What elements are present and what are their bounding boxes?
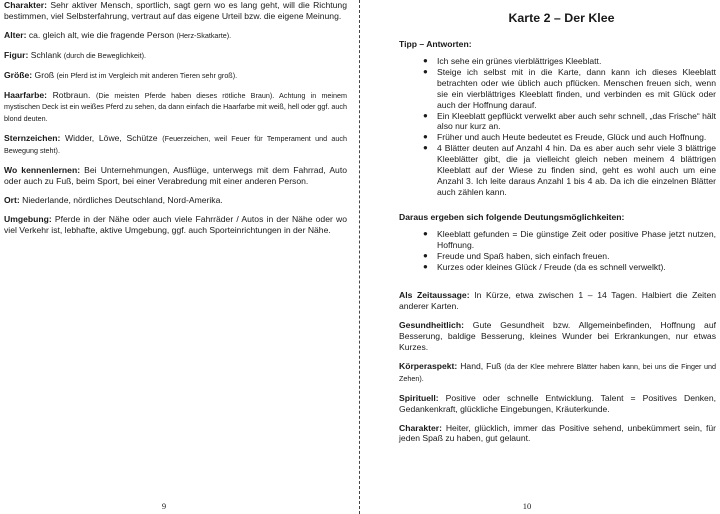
left-page-body [4, 0, 347, 236]
paragraph-label: Haarfarbe: [4, 89, 47, 100]
paragraph-label: Spirituell: [399, 392, 439, 403]
bullet-icon: ● [423, 228, 428, 238]
bullet-icon: ● [423, 66, 428, 76]
list-item [423, 66, 716, 111]
card-title: Karte 2 – Der Klee [508, 11, 615, 25]
list-item [423, 56, 716, 67]
bullet-icon: ● [423, 56, 428, 65]
bullet-icon: ● [423, 143, 428, 153]
list-item-text: Kurzes oder kleines Glück / Freude (da es schnell verwelkt). [437, 261, 666, 272]
paragraph-text: Pferde in der Nähe oder auch viele Fahrräder / Autos in der Nähe oder wo viel Verkehr ist, lebhafte, aktive Umgebung, ggf. auch Sporteinrichtungen in der Nähe. [4, 213, 347, 235]
paragraph-text: Niederlande, nördliches Deutschland, Nord-Amerika. [19, 194, 223, 205]
list-item [423, 110, 716, 133]
paragraph [4, 70, 347, 82]
paragraph-note: (Die meisten Pferde haben dieses rötliche Braun). Achtung in meinem mystischen Deck ist ein weißes Pferd zu sehen, da dann einfach die Haarfarbe mit weiß, hell oder ggf. auch blond deuten. [4, 90, 348, 124]
paragraph-text: Sehr aktiver Mensch, sportlich, sagt gern wo es lang geht, will die Richtung bestimmen, viel Selbsterfahrung, vertraut auf das eigene Urteil bzw. die eigene Meinung. [4, 0, 347, 21]
left-page [0, 0, 357, 514]
tips-heading: Tipp – Antworten: [399, 39, 472, 49]
paragraph [4, 30, 347, 42]
meanings-heading: Daraus ergeben sich folgende Deutungsmöglichkeiten: [399, 211, 625, 222]
paragraph-label: Körperaspekt: [399, 360, 458, 371]
right-page [364, 0, 720, 514]
bullet-icon: ● [423, 261, 428, 271]
paragraph-label: Figur: [4, 49, 29, 60]
paragraph-label: Charakter: [399, 422, 442, 433]
list-item-text: Ich sehe ein grünes vierblättriges Kleeblatt. [437, 56, 602, 66]
paragraph-label: Gesundheitlich: [399, 320, 464, 331]
paragraph-text: ca. gleich alt, wie die fragende Person [26, 29, 177, 40]
list-item [423, 228, 716, 251]
paragraph [4, 90, 347, 126]
list-item [423, 250, 716, 262]
paragraph [399, 393, 716, 415]
bullet-icon: ● [423, 110, 428, 120]
paragraph [4, 214, 347, 236]
right-page-body [399, 290, 716, 444]
list-item-text: Steige ich selbst mit in die Karte, dann kann ich dieses Kleeblatt betrachten oder wie üblich auch pflücken. Menschen freuen sich, wenn sie ein vierblättriges Kleeblatt finden, und verbinden es mit Glück oder auch der Hoffnung darauf. [437, 66, 716, 110]
paragraph [399, 361, 716, 385]
paragraph-text: Widder, Löwe, Schütze [60, 133, 163, 144]
paragraph-text: Positive oder schnelle Entwicklung. Talent = Positives Denken, Gedankenkraft, glückliche Eingebungen, Kräuterkunde. [399, 392, 716, 414]
list-item-text: 4 Blätter deuten auf Anzahl 4 hin. Da es aber auch sehr viele 3 blättrige Kleeblätter gibt, die ja vielleicht gleich neben meinem 4 blättrigen Kleeblatt auf der Wiese zu finden sind, geht es wohl auch um eine Anzahl 3. Ich leite daraus Anzahl 1 bis 4 ab. Da ich die einzelnen Blätter auch zählen kann. [437, 143, 716, 197]
paragraph-text: Rotbraun. [47, 89, 96, 100]
paragraph [4, 133, 347, 157]
paragraph-label: Umgebung: [4, 213, 52, 224]
paragraph [4, 0, 347, 22]
paragraph-text: Schlank [28, 49, 64, 60]
paragraph-label: Sternzeichen: [4, 133, 61, 144]
page-divider [359, 0, 360, 514]
paragraph-label: Größe: [4, 69, 33, 80]
paragraph-label: Alter: [4, 29, 27, 40]
paragraph-note: (Herz-Skatkarte). [176, 30, 232, 40]
list-item [423, 132, 716, 143]
list-item-text: Freude und Spaß haben, sich einfach freuen. [437, 250, 610, 261]
paragraph-note: (ein Pferd ist im Vergleich mit anderen Tieren sehr groß). [56, 70, 238, 80]
paragraph-label: Ort: [4, 194, 20, 205]
tips-list [399, 56, 716, 198]
paragraph [399, 290, 716, 312]
paragraph-label: Charakter: [4, 0, 47, 10]
paragraph [4, 195, 347, 206]
list-item [423, 261, 716, 273]
list-item-text: Früher und auch Heute bedeutet es Freude, Glück und auch Hoffnung. [437, 132, 707, 143]
paragraph-note: (durch die Beweglichkeit). [63, 50, 146, 60]
paragraph-label: Wo kennenlernen: [4, 165, 81, 176]
paragraph-text: Bei Unternehmungen, Ausflüge, unterwegs mit dem Fahrrad, Auto oder auch zu Fuß, beim Sport, bei einer Verabredung mit einer anderen Person. [4, 165, 347, 186]
paragraph-text: Gute Gesundheit bzw. Allgemeinbefinden, Hoffnung auf Besserung, baldige Besserung, kleines Wunder bei Erkrankungen, nur etwas Kurzes. [399, 320, 716, 353]
paragraph-note: (Feuerzeichen, weil Feuer für Temperament und auch Bewegung steht). [4, 134, 348, 156]
list-item-text: Kleeblatt gefunden = Die günstige Zeit oder positive Phase jetzt nutzen, Hoffnung. [437, 228, 716, 250]
bullet-icon: ● [423, 132, 428, 142]
paragraph [4, 165, 347, 187]
page-number-right: 10 [522, 501, 532, 511]
paragraph [399, 423, 716, 445]
paragraph-label: Als Zeitaussage: [399, 290, 470, 301]
page-number-left: 9 [161, 501, 167, 511]
list-item [423, 143, 716, 198]
list-item-text: Ein Kleeblatt gepflückt verwelkt aber auch sehr schnell, „das Frische“ hält also nur kurz an. [437, 110, 716, 132]
paragraph [4, 50, 347, 62]
paragraph-text: Groß [32, 69, 57, 80]
paragraph-note: (da der Klee mehrere Blätter haben kann, bei uns die Finger und Zehen). [399, 361, 717, 383]
paragraph-text: Heiter, glücklich, immer das Positive sehend, unbekümmert sein, für jeden Spaß zu haben, gut gelaunt. [399, 422, 716, 444]
bullet-icon: ● [423, 250, 428, 260]
paragraph [399, 320, 716, 353]
paragraph-text: Hand, Fuß [457, 360, 505, 371]
meanings-list [399, 229, 716, 273]
paragraph-text: In Kürze, etwa zwischen 1 – 14 Tagen. Halbiert die Zeiten anderer Karten. [399, 290, 717, 312]
